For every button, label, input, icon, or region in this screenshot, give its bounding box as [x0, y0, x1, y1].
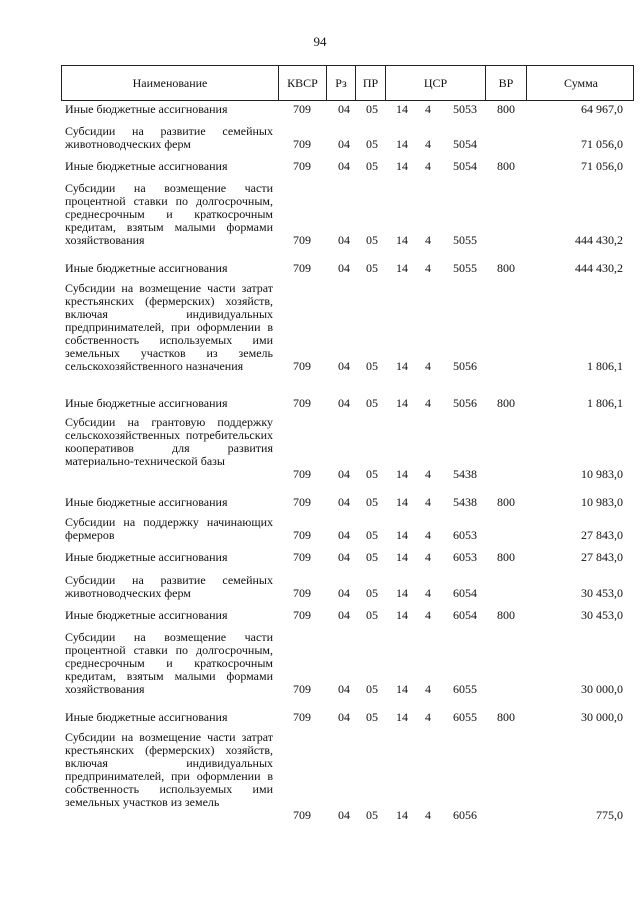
row-rz: 04: [338, 467, 350, 481]
row-name: Субсидии на возмещение части процентной ставки по долгосрочным, среднесрочным и краткосрочным кредитам, взятым малыми формами хозяйствования: [65, 630, 273, 696]
header-csr: ЦСР: [386, 66, 486, 100]
row-rz: 04: [338, 233, 350, 247]
row-kvsr: 709: [293, 528, 311, 542]
row-pr: 05: [366, 396, 378, 410]
row-sum: 71 056,0: [581, 137, 623, 151]
row-c3: 5056: [453, 396, 477, 410]
row-c1: 14: [396, 528, 408, 542]
row-name: Субсидии на возмещение части процентной ставки по долгосрочным, среднесрочным и краткосрочным кредитам, взятым малыми формами хозяйствования: [65, 181, 273, 247]
row-sum: 10 983,0: [581, 495, 623, 509]
row-rz: 04: [338, 682, 350, 696]
row-kvsr: 709: [293, 586, 311, 600]
row-c2: 4: [425, 682, 431, 696]
row-c1: 14: [396, 396, 408, 410]
row-c3: 6054: [453, 586, 477, 600]
row-c2: 4: [425, 608, 431, 622]
row-c3: 5438: [453, 467, 477, 481]
row-c1: 14: [396, 467, 408, 481]
row-c2: 4: [425, 808, 431, 822]
row-c3: 5055: [453, 233, 477, 247]
row-rz: 04: [338, 359, 350, 373]
row-vr: 800: [497, 710, 515, 724]
row-kvsr: 709: [293, 808, 311, 822]
header-kvsr: КВСР: [279, 66, 327, 100]
row-c2: 4: [425, 261, 431, 275]
row-c1: 14: [396, 710, 408, 724]
row-rz: 04: [338, 586, 350, 600]
row-c3: 6056: [453, 808, 477, 822]
row-sum: 30 000,0: [581, 682, 623, 696]
row-c2: 4: [425, 550, 431, 564]
row-pr: 05: [366, 586, 378, 600]
row-c1: 14: [396, 808, 408, 822]
row-c2: 4: [425, 359, 431, 373]
row-name: Иные бюджетные ассигнования: [65, 550, 228, 564]
row-rz: 04: [338, 396, 350, 410]
row-kvsr: 709: [293, 102, 311, 116]
row-vr: 800: [497, 608, 515, 622]
row-c3: 6055: [453, 682, 477, 696]
row-vr: 800: [497, 396, 515, 410]
header-rz: Рз: [327, 66, 356, 100]
row-vr: 800: [497, 261, 515, 275]
row-c2: 4: [425, 528, 431, 542]
row-rz: 04: [338, 808, 350, 822]
row-kvsr: 709: [293, 159, 311, 173]
row-c2: 4: [425, 467, 431, 481]
header-sum: Сумма: [564, 75, 598, 90]
row-sum: 30 453,0: [581, 608, 623, 622]
row-rz: 04: [338, 137, 350, 151]
row-pr: 05: [366, 137, 378, 151]
row-vr: 800: [497, 159, 515, 173]
row-name: Иные бюджетные ассигнования: [65, 608, 228, 622]
row-pr: 05: [366, 808, 378, 822]
row-sum: 775,0: [596, 808, 623, 822]
row-c2: 4: [425, 137, 431, 151]
row-vr: 800: [497, 550, 515, 564]
row-kvsr: 709: [293, 359, 311, 373]
row-rz: 04: [338, 261, 350, 275]
row-name: Иные бюджетные ассигнования: [65, 102, 228, 116]
row-sum: 1 806,1: [587, 359, 623, 373]
row-name: Субсидии на поддержку начинающих фермеров: [65, 515, 273, 542]
row-rz: 04: [338, 528, 350, 542]
row-sum: 27 843,0: [581, 550, 623, 564]
row-c1: 14: [396, 137, 408, 151]
row-c2: 4: [425, 159, 431, 173]
row-c3: 5055: [453, 261, 477, 275]
table-header: [61, 65, 634, 101]
row-sum: 64 967,0: [581, 102, 623, 116]
row-kvsr: 709: [293, 261, 311, 275]
row-c3: 5053: [453, 102, 477, 116]
row-c2: 4: [425, 233, 431, 247]
row-c2: 4: [425, 396, 431, 410]
row-pr: 05: [366, 495, 378, 509]
row-c3: 5054: [453, 159, 477, 173]
row-pr: 05: [366, 102, 378, 116]
row-rz: 04: [338, 550, 350, 564]
row-c3: 5438: [453, 495, 477, 509]
row-kvsr: 709: [293, 396, 311, 410]
row-c1: 14: [396, 608, 408, 622]
row-pr: 05: [366, 261, 378, 275]
row-c1: 14: [396, 495, 408, 509]
row-sum: 444 430,2: [575, 233, 623, 247]
row-rz: 04: [338, 102, 350, 116]
row-c3: 6053: [453, 528, 477, 542]
row-vr: 800: [497, 495, 515, 509]
row-name: Субсидии на грантовую поддержку сельскохозяйственных потребительских кооперативов для развития материально-технической базы: [65, 415, 273, 468]
row-c1: 14: [396, 359, 408, 373]
row-c1: 14: [396, 159, 408, 173]
row-rz: 04: [338, 159, 350, 173]
row-c1: 14: [396, 261, 408, 275]
row-sum: 1 806,1: [587, 396, 623, 410]
row-name: Иные бюджетные ассигнования: [65, 261, 228, 275]
row-c1: 14: [396, 586, 408, 600]
row-c2: 4: [425, 586, 431, 600]
row-name: Субсидии на развитие семейных животноводческих ферм: [65, 573, 273, 600]
row-c3: 6053: [453, 550, 477, 564]
row-pr: 05: [366, 710, 378, 724]
row-kvsr: 709: [293, 495, 311, 509]
header-vr: ВР: [486, 66, 527, 100]
row-c2: 4: [425, 710, 431, 724]
row-rz: 04: [338, 495, 350, 509]
row-kvsr: 709: [293, 137, 311, 151]
row-sum: 71 056,0: [581, 159, 623, 173]
row-rz: 04: [338, 710, 350, 724]
page-number: 94: [313, 34, 327, 49]
row-c1: 14: [396, 102, 408, 116]
row-pr: 05: [366, 233, 378, 247]
row-kvsr: 709: [293, 233, 311, 247]
row-c1: 14: [396, 682, 408, 696]
row-name: Субсидии на возмещение части затрат крестьянских (фермерских) хозяйств, включая индивидуальных предпринимателей, при оформлении в собственность используемых ими земельных участков из земель: [65, 730, 273, 809]
row-name: Иные бюджетные ассигнования: [65, 159, 228, 173]
row-kvsr: 709: [293, 467, 311, 481]
row-kvsr: 709: [293, 550, 311, 564]
row-c2: 4: [425, 102, 431, 116]
row-c3: 6055: [453, 710, 477, 724]
row-pr: 05: [366, 159, 378, 173]
row-kvsr: 709: [293, 710, 311, 724]
row-c3: 5056: [453, 359, 477, 373]
row-name: Иные бюджетные ассигнования: [65, 495, 228, 509]
row-c3: 5054: [453, 137, 477, 151]
row-pr: 05: [366, 550, 378, 564]
row-pr: 05: [366, 682, 378, 696]
row-sum: 27 843,0: [581, 528, 623, 542]
row-name: Иные бюджетные ассигнования: [65, 710, 228, 724]
row-name: Субсидии на развитие семейных животноводческих ферм: [65, 124, 273, 151]
row-sum: 30 453,0: [581, 586, 623, 600]
row-c1: 14: [396, 233, 408, 247]
row-c3: 6054: [453, 608, 477, 622]
row-sum: 10 983,0: [581, 467, 623, 481]
row-name: Иные бюджетные ассигнования: [65, 396, 228, 410]
header-name: Наименование: [62, 66, 279, 100]
row-pr: 05: [366, 608, 378, 622]
row-vr: 800: [497, 102, 515, 116]
row-c1: 14: [396, 550, 408, 564]
row-kvsr: 709: [293, 608, 311, 622]
header-pr: ПР: [356, 66, 386, 100]
row-sum: 444 430,2: [575, 261, 623, 275]
row-rz: 04: [338, 608, 350, 622]
row-name: Субсидии на возмещение части затрат крестьянских (фермерских) хозяйств, включая индивидуальных предпринимателей, при оформлении в собственность используемых ими земельных участков из земель сельскохозяйственного назначения: [65, 281, 273, 373]
row-kvsr: 709: [293, 682, 311, 696]
row-pr: 05: [366, 528, 378, 542]
row-pr: 05: [366, 359, 378, 373]
row-pr: 05: [366, 467, 378, 481]
row-sum: 30 000,0: [581, 710, 623, 724]
row-c2: 4: [425, 495, 431, 509]
